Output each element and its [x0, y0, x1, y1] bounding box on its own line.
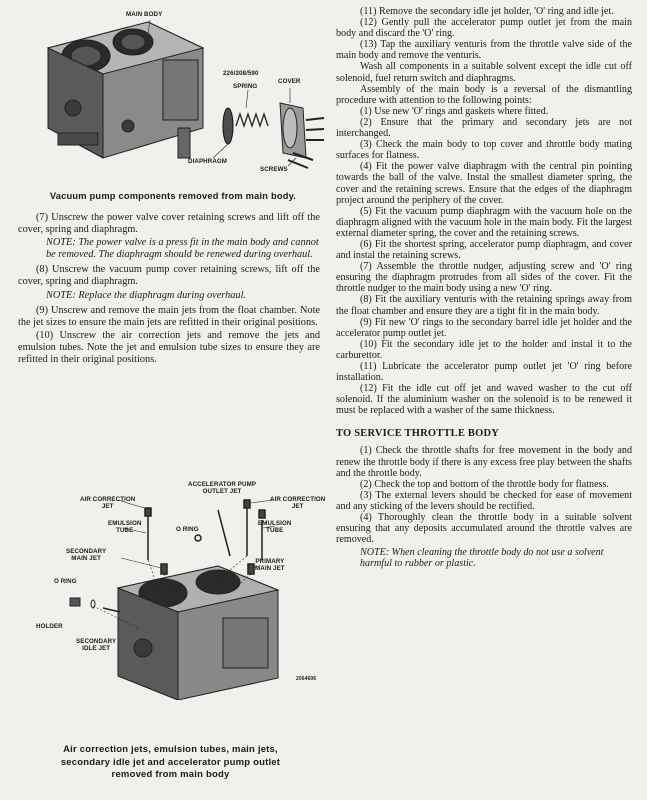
- label-emulsion-tube-right: EMULSION TUBE: [258, 520, 292, 534]
- right-assembly-12: (12) Fit the idle cut off jet and waved washer to the cut off solenoid. If the aluminium washer on the solenoid is to be renewed it must be replaced with a washer of the same thickness.: [336, 383, 632, 417]
- right-assembly-9: (9) Fit new 'O' rings to the secondary barrel idle jet holder and the accelerator pump outlet jet.: [336, 316, 632, 339]
- right-assembly-11: (11) Lubricate the accelerator pump outlet jet 'O' ring before installation.: [336, 361, 632, 384]
- label-o-ring-top: O RING: [176, 526, 199, 533]
- carburettor-illustration-2: [48, 478, 348, 700]
- carburettor-illustration-1: [28, 8, 328, 183]
- right-assembly-1: (1) Use new 'O' rings and gaskets where fitted.: [360, 105, 549, 117]
- label-screws: SCREWS: [260, 166, 288, 173]
- figure2-caption-line-2: secondary idle jet and accelerator pump outlet: [60, 756, 281, 768]
- figure2-caption-line-1: Air correction jets, emulsion tubes, main jets,: [63, 744, 278, 755]
- label-holder: HOLDER: [36, 623, 63, 630]
- right-assembly-2: (2) Ensure that the primary and secondary jets are not interchanged.: [336, 116, 632, 140]
- throttle-para-3: (3) The external levers should be checked for ease of movement and any sticking of the levers should be rectified.: [336, 489, 632, 512]
- figure1-caption: Vacuum pump components removed from main body.: [49, 191, 297, 201]
- label-primary-main-jet: PRIMARY MAIN JET: [255, 558, 285, 572]
- right-para-12: (12) Gently pull the accelerator pump outlet jet from the main body and discard the 'O' ring.: [336, 17, 632, 40]
- label-secondary-main-jet: SECONDARY MAIN JET: [66, 548, 107, 562]
- label-cover: COVER: [278, 78, 301, 85]
- label-main-body: MAIN BODY: [126, 11, 163, 18]
- label-air-correction-jet-right: AIR CORRECTION JET: [270, 496, 326, 510]
- label-air-correction-jet-left: AIR CORRECTION JET: [80, 496, 136, 510]
- label-figure-code: 2064606: [296, 676, 317, 682]
- right-assembly-3: (3) Check the main body to top cover and throttle body mating surfaces for flatness.: [336, 139, 632, 162]
- left-para-10: (10) Unscrew the air correction jets and remove the jets and emulsion tubes. Note the jet and emulsion tube sizes to ensure they are refitted in their original positions.: [18, 330, 320, 365]
- left-para-8: (8) Unscrew the vacuum pump cover retaining screws, lift off the cover, spring and diaphragm.: [18, 264, 320, 287]
- right-assembly-5: (5) Fit the vacuum pump diaphragm with the vacuum hole on the diaphragm aligned with the vacuum hole in the main body. Fit the largest external diameter spring, the cover and the retaining screws.: [336, 205, 632, 239]
- throttle-para-1: (1) Check the throttle shafts for free movement in the body and renew the throttle body if there is any excess free play between the shafts and the throttle body.: [336, 445, 632, 479]
- left-note-power-valve: NOTE: The power valve is a press fit in the main body and cannot be removed. The diaphragm should be renewed during overhaul.: [46, 237, 319, 260]
- throttle-para-4: (4) Thoroughly clean the throttle body in a suitable solvent ensuring that any deposits accumulated around the throttle valves are removed.: [336, 512, 632, 546]
- vacuum-pump-figure: [28, 8, 328, 183]
- figure2-caption-line-3: removed from main body: [111, 769, 230, 780]
- figure2-caption: [18, 744, 323, 782]
- right-para-wash: Wash all components in a suitable solvent except the idle cut off solenoid, fuel return switch and diaphragms.: [336, 61, 632, 84]
- throttle-para-2: (2) Check the top and bottom of the throttle body for flatness.: [360, 478, 609, 490]
- right-assembly-4: (4) Fit the power valve diaphragm with the central pin pointing towards the ball of the valve. Instal the smallest diameter spring, the cover and the retaining screws. Ensure that the edges of the diaphragm project around the periphery of the cover.: [336, 161, 632, 206]
- left-column: [18, 0, 326, 800]
- section-heading-throttle-body: TO SERVICE THROTTLE BODY: [336, 428, 500, 440]
- right-assembly-6: (6) Fit the shortest spring, accelerator pump diaphragm, and cover and instal the retaining screws.: [336, 238, 632, 262]
- right-para-assembly: Assembly of the main body is a reversal of the dismantling procedure with attention to the following points:: [336, 83, 632, 106]
- label-accelerator-pump-outlet-jet: ACCELERATOR PUMP OUTLET JET: [188, 481, 257, 495]
- right-para-11: (11) Remove the secondary idle jet holder, 'O' ring and idle jet.: [360, 6, 614, 17]
- right-assembly-10: (10) Fit the secondary idle jet to the holder and instal it to the carburettor.: [336, 338, 632, 361]
- label-secondary-idle-jet: SECONDARY IDLE JET: [76, 638, 117, 652]
- right-assembly-8: (8) Fit the auxiliary venturis with the retaining springs away from the float chamber and ensure they are a tight fit in the main body.: [336, 294, 632, 317]
- jets-figure: [36, 478, 348, 700]
- left-para-9: (9) Unscrew and remove the main jets from the float chamber. Note the jet sizes to ensure the main jets are refitted in their original positions.: [18, 305, 320, 328]
- right-assembly-7: (7) Assemble the throttle nudger, adjusting screw and 'O' ring ensuring the diaphragm protrudes from all sides of the cover. Fit the throttle nudger to the main body using a new 'O' ring.: [336, 261, 632, 295]
- label-diaphragm: DIAPHRAGM: [188, 158, 228, 165]
- right-column: [336, 6, 632, 800]
- throttle-note: NOTE: When cleaning the throttle body do not use a solvent harmful to rubber or plastic.: [360, 547, 604, 570]
- label-part-code: 226/208/590: [223, 70, 259, 77]
- label-emulsion-tube-left: EMULSION TUBE: [108, 520, 142, 534]
- label-o-ring-left: O RING: [54, 578, 77, 585]
- left-note-diaphragm: NOTE: Replace the diaphragm during overhaul.: [46, 289, 247, 301]
- left-para-7: (7) Unscrew the power valve cover retaining screws and lift off the cover, spring and diaphragm.: [18, 212, 320, 235]
- left-text-block: [18, 212, 320, 365]
- label-spring: SPRING: [233, 83, 258, 90]
- right-para-13: (13) Tap the auxiliary venturis from the throttle valve side of the main body and remove the venturis.: [336, 39, 632, 62]
